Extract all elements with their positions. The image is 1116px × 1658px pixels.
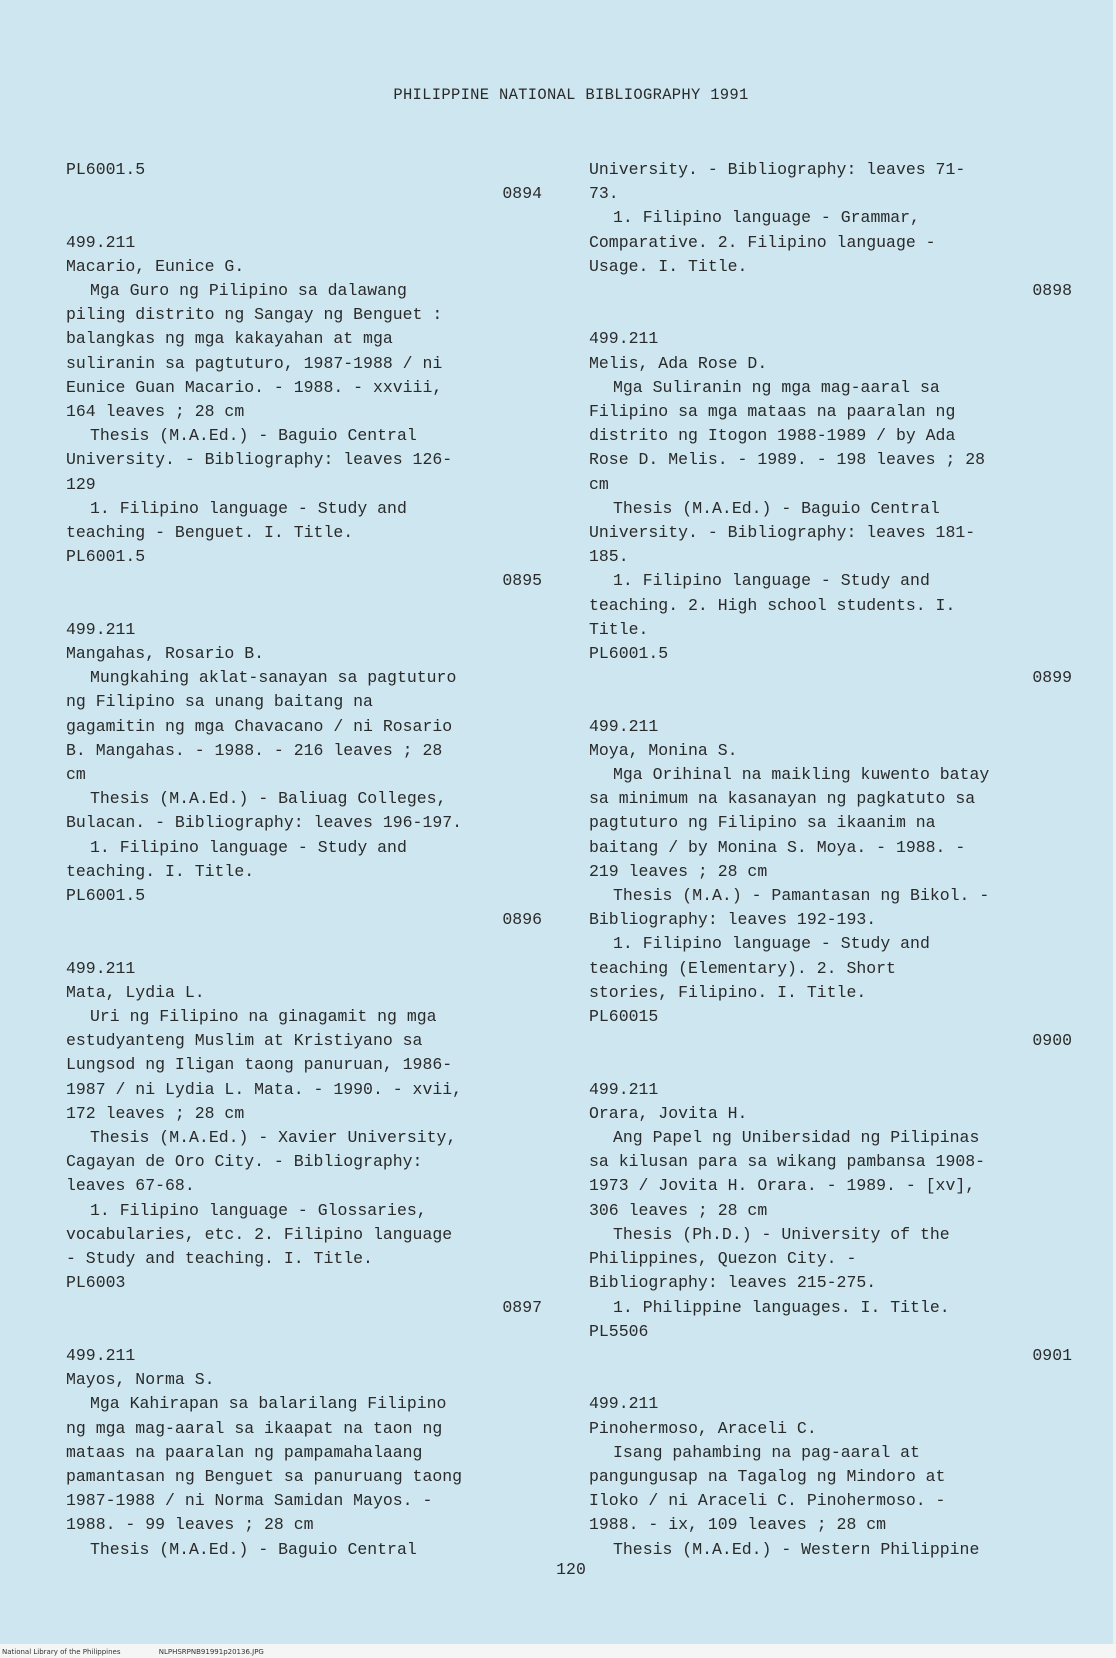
bibliography-line: 499.211 [589, 1079, 659, 1099]
bibliography-line: PL6001.5 [66, 547, 146, 567]
bibliography-line: Thesis (M.A.Ed.) - Baguio Central [613, 498, 940, 518]
bibliography-line: Thesis (Ph.D.) - University of the [613, 1224, 950, 1244]
bibliography-line: 1988. - ix, 109 leaves ; 28 cm [589, 1515, 887, 1535]
bibliography-line: Bibliography: leaves 192-193. [589, 910, 877, 930]
bibliography-line: Title. [589, 619, 649, 639]
bibliography-line: cm [589, 474, 609, 494]
bibliography-line: Mata, Lydia L. [66, 982, 205, 1002]
entry-gap [66, 594, 542, 618]
entry-number: 0895 [502, 571, 542, 591]
bibliography-line: Eunice Guan Macario. - 1988. - xxviii, [66, 377, 443, 397]
bibliography-line: vocabularies, etc. 2. Filipino language [66, 1224, 453, 1244]
bibliography-line: cm [66, 765, 86, 785]
bibliography-line: Filipino sa mga mataas na paaralan ng [589, 402, 956, 422]
bibliography-line: sa minimum na kasanayan ng pagkatuto sa [589, 789, 976, 809]
entry-number: 0894 [502, 184, 542, 204]
file-name: NLPHSRPNB91991p20136.JPG [158, 1648, 264, 1656]
bibliography-line: 1. Filipino language - Glossaries, [90, 1200, 427, 1220]
right-column [589, 158, 1072, 1562]
bibliography-line: 499.211 [589, 1394, 659, 1414]
bibliography-line: Cagayan de Oro City. - Bibliography: [66, 1152, 423, 1172]
entry-gap [589, 690, 1072, 714]
bibliography-line: ng Filipino sa unang baitang na [66, 692, 373, 712]
bibliography-line: PL5506 [589, 1321, 649, 1341]
bibliography-line: University. - Bibliography: leaves 181- [589, 523, 976, 543]
bibliography-line: 164 leaves ; 28 cm [66, 402, 245, 422]
bibliography-line: 499.211 [66, 232, 136, 252]
bibliography-line: University. - Bibliography: leaves 126- [66, 450, 453, 470]
entry-number: 0899 [1032, 668, 1072, 688]
bibliography-line: PL6001.5 [66, 160, 146, 179]
bibliography-line: B. Mangahas. - 1988. - 216 leaves ; 28 [66, 740, 443, 760]
bibliography-line: 499.211 [66, 958, 136, 978]
bibliography-line: 73. [589, 184, 619, 204]
bibliography-line: gagamitin ng mga Chavacano / ni Rosario [66, 716, 453, 736]
entry-gap [589, 303, 1072, 327]
bibliography-line: Thesis (M.A.Ed.) - Baguio Central [90, 426, 417, 446]
bibliography-line: 172 leaves ; 28 cm [66, 1103, 245, 1123]
bibliography-line: sa kilusan para sa wikang pambansa 1908- [589, 1152, 986, 1172]
bibliography-line: mataas na paaralan ng pampamahalaang [66, 1442, 423, 1462]
bibliography-line: Iloko / ni Araceli C. Pinohermoso. - [589, 1491, 946, 1511]
bibliography-line: pangungusap na Tagalog ng Mindoro at [589, 1466, 946, 1486]
bibliography-line: Mga Orihinal na maikling kuwento batay [613, 765, 990, 785]
bibliography-line: Thesis (M.A.Ed.) - Western Philippine [613, 1539, 980, 1559]
bibliography-line: 1987-1988 / ni Norma Samidan Mayos. - [66, 1491, 433, 1511]
bibliography-line: Thesis (M.A.Ed.) - Xavier University, [90, 1128, 457, 1148]
entry-gap [589, 1053, 1072, 1077]
bibliography-line: Mga Kahirapan sa balarilang Filipino [90, 1394, 447, 1414]
bibliography-line: PL6001.5 [589, 644, 669, 664]
bibliography-line: - Study and teaching. I. Title. [66, 1249, 373, 1269]
bibliography-line: 499.211 [66, 619, 136, 639]
bibliography-line: Thesis (M.A.Ed.) - Baguio Central [90, 1539, 417, 1559]
bibliography-line: PL6003 [66, 1273, 126, 1293]
bibliography-line: Isang pahambing na pag-aaral at [613, 1442, 920, 1462]
bibliography-line: teaching (Elementary). 2. Short [589, 958, 896, 978]
bibliography-line: 129 [66, 474, 96, 494]
bibliography-line: Mangahas, Rosario B. [66, 644, 265, 664]
bibliography-line: PL6001.5 [66, 886, 146, 906]
bibliography-line: Moya, Monina S. [589, 740, 738, 760]
library-credit: National Library of the Philippines [2, 1648, 121, 1656]
bibliography-line: Rose D. Melis. - 1989. - 198 leaves ; 28 [589, 450, 986, 470]
bibliography-line: 1. Filipino language - Study and [90, 837, 407, 857]
entry-gap [589, 1368, 1072, 1392]
bibliography-line: Bibliography: leaves 215-275. [589, 1273, 877, 1293]
bibliography-line: Pinohermoso, Araceli C. [589, 1418, 817, 1438]
entry-gap [66, 206, 542, 230]
scan-footer-strip [0, 1644, 1116, 1658]
bibliography-line: Thesis (M.A.) - Pamantasan ng Bikol. - [613, 886, 990, 906]
bibliography-line: 1973 / Jovita H. Orara. - 1989. - [xv], [589, 1176, 976, 1196]
bibliography-line: Mga Suliranin ng mga mag-aaral sa [613, 377, 940, 397]
entry-number: 0897 [502, 1297, 542, 1317]
bibliography-line: PL60015 [589, 1007, 659, 1027]
bibliography-line: stories, Filipino. I. Title. [589, 982, 867, 1002]
bibliography-line: pamantasan ng Benguet sa panuruang taong [66, 1466, 463, 1486]
bibliography-line: 306 leaves ; 28 cm [589, 1200, 768, 1220]
bibliography-line: Ang Papel ng Unibersidad ng Pilipinas [613, 1128, 980, 1148]
bibliography-line: baitang / by Monina S. Moya. - 1988. - [589, 837, 966, 857]
entry-number: 0900 [1032, 1031, 1072, 1051]
bibliography-line: teaching - Benguet. I. Title. [66, 523, 354, 543]
bibliography-line: Mayos, Norma S. [66, 1370, 215, 1390]
bibliography-line: 185. [589, 547, 629, 567]
bibliography-line: Macario, Eunice G. [66, 256, 245, 276]
bibliography-line: Usage. I. Title. [589, 256, 748, 276]
bibliography-line: Lungsod ng Iligan taong panuruan, 1986- [66, 1055, 453, 1075]
bibliography-line: suliranin sa pagtuturo, 1987-1988 / ni [66, 353, 443, 373]
entry-gap [66, 932, 542, 956]
bibliography-line: 1. Philippine languages. I. Title. [613, 1297, 950, 1317]
bibliography-line: estudyanteng Muslim at Kristiyano sa [66, 1031, 423, 1051]
bibliography-line: Philippines, Quezon City. - [589, 1249, 857, 1269]
bibliography-line: teaching. 2. High school students. I. [589, 595, 956, 615]
bibliography-line: balangkas ng mga kakayahan at mga [66, 329, 393, 349]
bibliography-line: Melis, Ada Rose D. [589, 353, 768, 373]
page-title: PHILIPPINE NATIONAL BIBLIOGRAPHY 1991 [393, 86, 749, 104]
bibliography-line: Orara, Jovita H. [589, 1103, 748, 1123]
entry-number: 0898 [1032, 281, 1072, 301]
page-number: 120 [556, 1560, 586, 1579]
bibliography-line: 1. Filipino language - Grammar, [613, 208, 920, 228]
bibliography-line: 1. Filipino language - Study and [613, 571, 930, 591]
left-column [66, 158, 542, 1562]
bibliography-line: 499.211 [589, 716, 659, 736]
bibliography-line: 1. Filipino language - Study and [613, 934, 930, 954]
bibliography-line: distrito ng Itogon 1988-1989 / by Ada [589, 426, 956, 446]
bibliography-line: Thesis (M.A.Ed.) - Baliuag Colleges, [90, 789, 447, 809]
bibliography-line: piling distrito ng Sangay ng Benguet : [66, 305, 443, 325]
entry-number: 0896 [502, 910, 542, 930]
scan-credit [2, 1648, 300, 1656]
bibliography-line: Mungkahing aklat-sanayan sa pagtuturo [90, 668, 457, 688]
bibliography-line: Uri ng Filipino na ginagamit ng mga [90, 1007, 437, 1027]
bibliography-line: 499.211 [66, 1345, 136, 1365]
bibliography-line: pagtuturo ng Filipino sa ikaanim na [589, 813, 936, 833]
bibliography-line: Bulacan. - Bibliography: leaves 196-197. [66, 813, 463, 833]
entry-number: 0901 [1032, 1345, 1072, 1365]
bibliography-line: ng mga mag-aaral sa ikaapat na taon ng [66, 1418, 443, 1438]
bibliography-line: Comparative. 2. Filipino language - [589, 232, 936, 252]
bibliography-line: University. - Bibliography: leaves 71- [589, 160, 966, 179]
bibliography-line: teaching. I. Title. [66, 861, 255, 881]
bibliography-line: 1988. - 99 leaves ; 28 cm [66, 1515, 314, 1535]
bibliography-line: 499.211 [589, 329, 659, 349]
entry-gap [66, 1320, 542, 1344]
bibliography-line: 1. Filipino language - Study and [90, 498, 407, 518]
bibliography-line: 1987 / ni Lydia L. Mata. - 1990. - xvii, [66, 1079, 463, 1099]
bibliography-line: Mga Guro ng Pilipino sa dalawang [90, 281, 407, 300]
bibliography-line: leaves 67-68. [66, 1176, 195, 1196]
bibliography-line: 219 leaves ; 28 cm [589, 861, 768, 881]
